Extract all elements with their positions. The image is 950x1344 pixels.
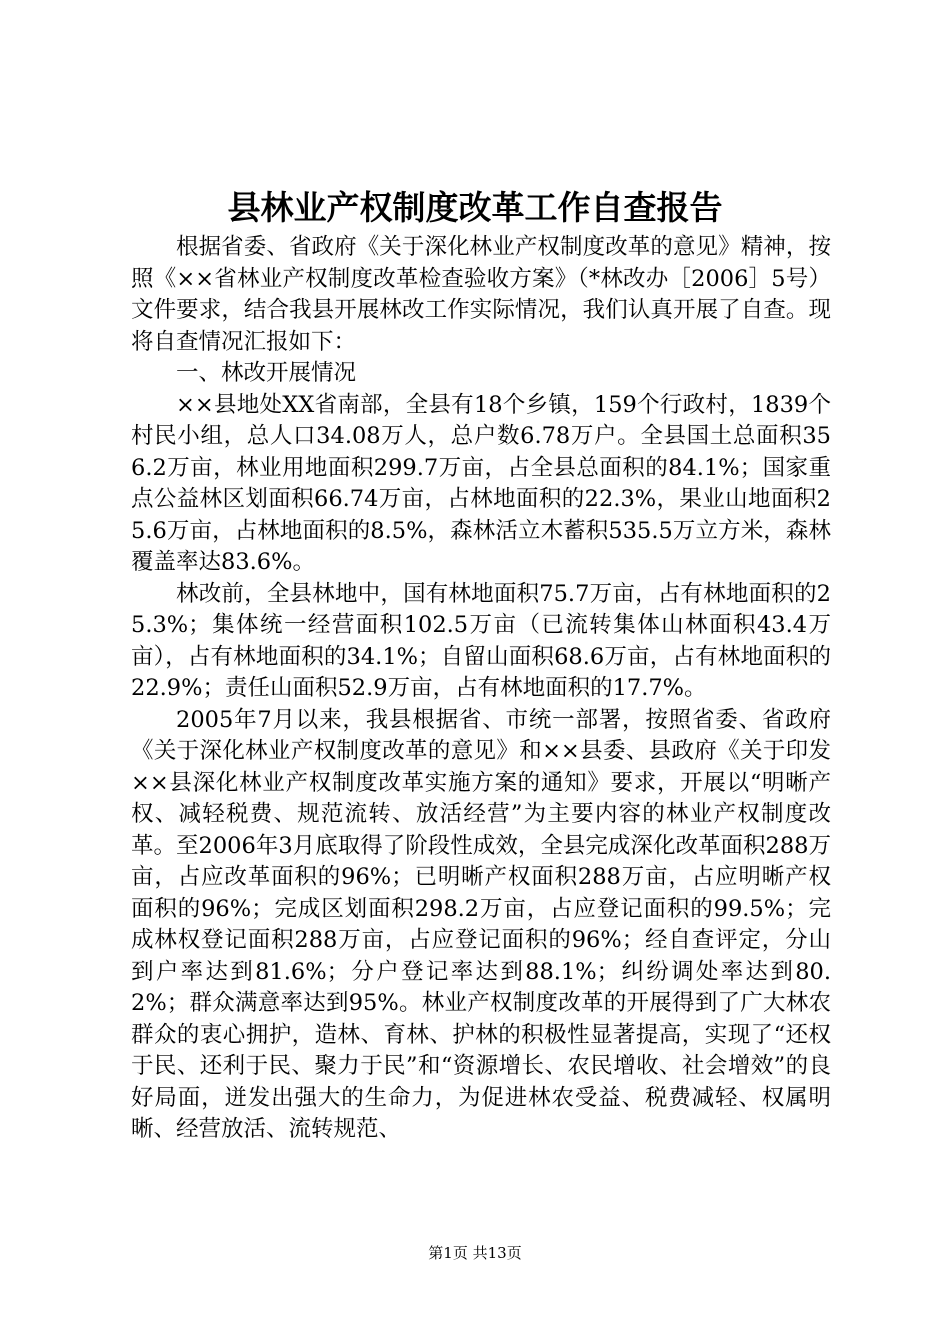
document-body xyxy=(131,232,831,1146)
paragraph-intro: 根据省委、省政府《关于深化林业产权制度改革的意见》精神，按照《××省林业产权制度改革检查验收方案》（*林改办［2006］5号）文件要求，结合我县开展林改工作实际情况，我们认真开展了自查。现将自查情况汇报如下： xyxy=(131,234,831,355)
paragraph-reform-progress: 2005年7月以来，我县根据省、市统一部署，按照省委、省政府《关于深化林业产权制度改革的意见》和××县委、县政府《关于印发××县深化林业产权制度改革实施方案的通知》要求，开展以“明晰产权、减轻税费、规范流转、放活经营”为主要内容的林业产权制度改革。至2006年3月底取得了阶段性成效，全县完成深化改革面积288万亩，占应改革面积的96%；已明晰产权面积288万亩，占应明晰产权面积的96%；完成区划面积298.2万亩，占应登记面积的99.5%；完成林权登记面积288万亩，占应登记面积的96%；经自查评定，分山到户率达到81.6%；分户登记率达到88.1%；纠纷调处率达到80.2%；群众满意率达到95%。林业产权制度改革的开展得到了广大林农群众的衷心拥护，造林、育林、护林的积极性显著提高，实现了“还权于民、还利于民、聚力于民”和“资源增长、农民增收、社会增效”的良好局面，迸发出强大的生命力，为促进林农受益、税费减轻、权属明晰、经营放活、流转规范、 xyxy=(131,706,831,1142)
section-heading: 一、林改开展情况 xyxy=(176,360,357,386)
paragraph-county-overview: ××县地处XX省南部，全县有18个乡镇，159个行政村，1839个村民小组，总人口34.08万人，总户数6.78万户。全县国土总面积356.2万亩，林业用地面积299.7万亩，占全县总面积的84.1%；国家重点公益林区划面积66.74万亩，占林地面积的22.3%，果业山地面积25.6万亩，占林地面积的8.5%，森林活立木蓄积535.5万立方米，森林覆盖率达83.6%。 xyxy=(131,391,831,575)
document-title: 县林业产权制度改革工作自查报告 xyxy=(227,188,723,227)
paragraph-pre-reform: 林改前，全县林地中，国有林地面积75.7万亩，占有林地面积的25.3%；集体统一经营面积102.5万亩（已流转集体山林面积43.4万亩），占有林地面积的34.1%；自留山面积68.6万亩，占有林地面积的22.9%；责任山面积52.9万亩，占有林地面积的17.7%。 xyxy=(131,580,831,701)
page-footer: 第1页 共13页 xyxy=(428,1244,522,1262)
